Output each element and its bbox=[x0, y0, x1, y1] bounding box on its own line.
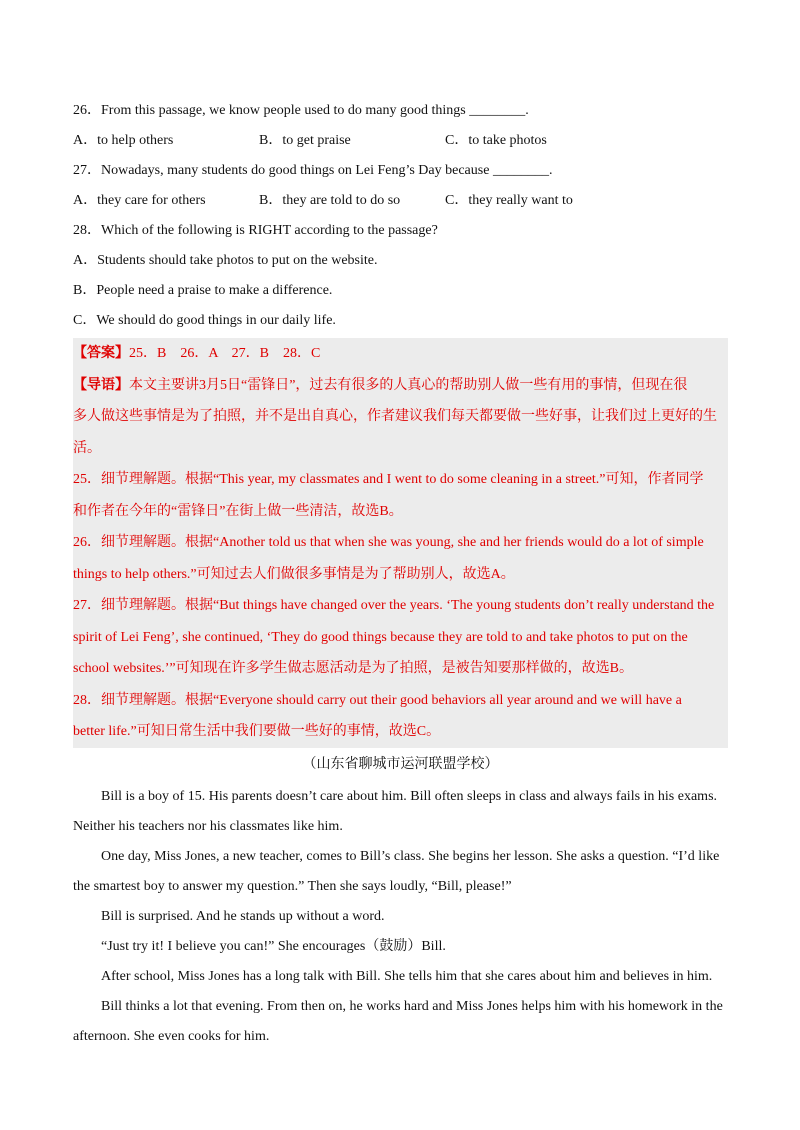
answer-explanation-box bbox=[73, 338, 728, 748]
option-c: C．We should do good things in our daily life. bbox=[73, 313, 336, 328]
explanation-28: better life.”可知日常生活中我们要做一些好的事情，故选C。 bbox=[73, 724, 441, 739]
explanation-27: 27．细节理解题。根据“But things have changed over the years. ‘The young students don’t really understand the bbox=[73, 598, 715, 613]
page-content bbox=[73, 96, 728, 1052]
answer-keys: 25．B 26．A 27．B 28．C bbox=[129, 346, 321, 361]
question-27-options bbox=[73, 186, 728, 216]
explanation-26: 26．细节理解题。根据“Another told us that when she was young, she and her friends would do a lot of simple bbox=[73, 535, 704, 550]
question-26-stem: 26．From this passage, we know people used to do many good things ________. bbox=[73, 103, 529, 118]
guide-line bbox=[73, 370, 728, 402]
passage-paragraph: afternoon. She even cooks for him. bbox=[73, 1028, 270, 1044]
option-a: A．they care for others bbox=[73, 193, 206, 208]
passage-paragraph: Bill thinks a lot that evening. From then on, he works hard and Miss Jones helps him with his homework in the bbox=[101, 998, 723, 1014]
question-26-options bbox=[73, 126, 728, 156]
passage-paragraph: “Just try it! I believe you can!” She encourages（鼓励）Bill. bbox=[101, 938, 446, 954]
guide-text: 多人做这些事情是为了拍照，并不是出自真心，作者建议我们每天都要做一些好事，让我们过上更好的生 bbox=[73, 409, 717, 424]
explanation-27: school websites.’”可知现在许多学生做志愿活动是为了拍照，是被告知要那样做的，故选B。 bbox=[73, 661, 633, 676]
question-27-stem: 27．Nowadays, many students do good things on Lei Feng’s Day because ________. bbox=[73, 163, 553, 178]
option-c: C．they really want to bbox=[445, 193, 573, 208]
explanation-28: 28．细节理解题。根据“Everyone should carry out their good behaviors all year around and we will have a bbox=[73, 692, 682, 708]
option-b: B．they are told to do so bbox=[259, 193, 401, 208]
explanation-25: 和作者在今年的“雷锋日”在街上做一些清洁，故选B。 bbox=[73, 503, 403, 519]
question-28-stem: 28．Which of the following is RIGHT according to the passage? bbox=[73, 223, 438, 238]
guide-text: 本文主要讲3月5日“雷锋日”，过去有很多的人真心的帮助别人做一些有用的事情，但现在很 bbox=[129, 377, 688, 393]
explanation-26: things to help others.”可知过去人们做很多事情是为了帮助别人，故选A。 bbox=[73, 566, 515, 582]
answer-line bbox=[73, 338, 728, 370]
guide-text: 活。 bbox=[73, 440, 101, 456]
explanation-27: spirit of Lei Feng’, she continued, ‘They do good things because they are told to and take photos to put on the bbox=[73, 629, 688, 645]
answer-label: 【答案】 bbox=[73, 346, 129, 361]
option-c: C．to take photos bbox=[445, 133, 547, 148]
passage-paragraph: After school, Miss Jones has a long talk with Bill. She tells him that she cares about him and believes in him. bbox=[101, 968, 713, 984]
passage-paragraph: the smartest boy to answer my question.” Then she says loudly, “Bill, please!” bbox=[73, 878, 512, 894]
passage-paragraph: Bill is a boy of 15. His parents doesn’t care about him. Bill often sleeps in class and always fails in his exams. bbox=[101, 788, 718, 804]
passage-paragraph: Neither his teachers nor his classmates like him. bbox=[73, 818, 343, 834]
option-b: B．to get praise bbox=[259, 133, 351, 148]
guide-label: 【导语】 bbox=[73, 377, 129, 393]
option-a: A．Students should take photos to put on the website. bbox=[73, 253, 378, 268]
source-attribution: （山东省聊城市运河联盟学校） bbox=[302, 756, 499, 772]
option-a: A．to help others bbox=[73, 133, 174, 148]
passage-paragraph: Bill is surprised. And he stands up without a word. bbox=[101, 908, 385, 924]
passage-paragraph: One day, Miss Jones, a new teacher, comes to Bill’s class. She begins her lesson. She asks a question. “I’d like bbox=[101, 848, 720, 864]
explanation-25: 25．细节理解题。根据“This year, my classmates and I went to do some cleaning in a street.”可知，作者同学 bbox=[73, 472, 704, 487]
option-b: B．People need a praise to make a difference. bbox=[73, 283, 333, 298]
